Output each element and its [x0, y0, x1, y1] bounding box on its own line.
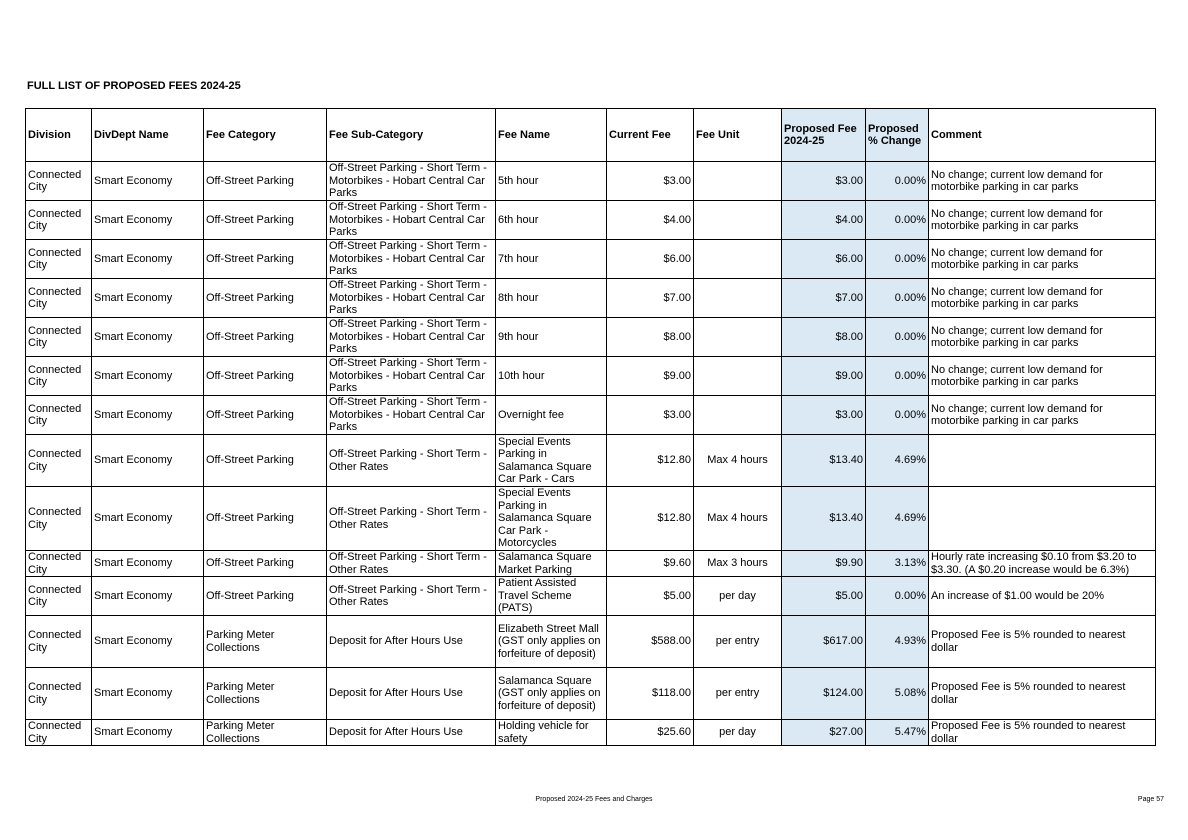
table-body — [26, 162, 1156, 746]
fee-name-cell: 8th hour — [496, 279, 607, 318]
fee-subcategory-cell: Off-Street Parking - Short Term - Other Rates — [327, 487, 496, 551]
divdept-cell: Smart Economy — [92, 162, 204, 201]
proposed-fee-cell: $8.00 — [782, 318, 866, 357]
current-fee-cell: $588.00 — [607, 616, 694, 668]
fee-subcategory-cell: Deposit for After Hours Use — [327, 616, 496, 668]
proposed-change-cell: 0.00% — [866, 201, 929, 240]
fee-category-cell: Off-Street Parking — [204, 240, 327, 279]
division-cell: Connected City — [26, 240, 92, 279]
current-fee-cell: $3.00 — [607, 396, 694, 435]
current-fee-cell: $4.00 — [607, 201, 694, 240]
footer-page-number: Page 57 — [1137, 796, 1164, 803]
table-row — [26, 668, 1156, 720]
proposed-fee-cell: $9.90 — [782, 551, 866, 577]
table-row — [26, 616, 1156, 668]
fee-unit-cell: per entry — [694, 668, 782, 720]
proposed-fee-cell: $124.00 — [782, 668, 866, 720]
current-fee-cell: $8.00 — [607, 318, 694, 357]
division-cell: Connected City — [26, 435, 92, 487]
fee-name-cell: Special Events Parking in Salamanca Square Car Park - Cars — [496, 435, 607, 487]
fee-subcategory-cell: Off-Street Parking - Short Term - Motorbikes - Hobart Central Car Parks — [327, 396, 496, 435]
proposed-change-cell: 0.00% — [866, 396, 929, 435]
current-fee-cell: $12.80 — [607, 487, 694, 551]
proposed-change-cell: 0.00% — [866, 279, 929, 318]
comment-cell: Proposed Fee is 5% rounded to nearest dollar — [929, 616, 1156, 668]
current-fee-cell: $7.00 — [607, 279, 694, 318]
fee-subcategory-cell: Off-Street Parking - Short Term - Motorbikes - Hobart Central Car Parks — [327, 279, 496, 318]
table-row — [26, 577, 1156, 616]
fee-subcategory-cell: Deposit for After Hours Use — [327, 720, 496, 746]
comment-cell: No change; current low demand for motorbike parking in car parks — [929, 318, 1156, 357]
fee-category-cell: Off-Street Parking — [204, 201, 327, 240]
fee-name-cell: Overnight fee — [496, 396, 607, 435]
comment-cell: Proposed Fee is 5% rounded to nearest dollar — [929, 720, 1156, 746]
fee-category-cell: Off-Street Parking — [204, 318, 327, 357]
fee-category-cell: Parking Meter Collections — [204, 720, 327, 746]
table-row — [26, 396, 1156, 435]
fee-name-cell: 10th hour — [496, 357, 607, 396]
table-row — [26, 720, 1156, 746]
table-row — [26, 279, 1156, 318]
fee-subcategory-cell: Off-Street Parking - Short Term - Motorbikes - Hobart Central Car Parks — [327, 162, 496, 201]
current-fee-cell: $25.60 — [607, 720, 694, 746]
proposed-change-cell: 0.00% — [866, 240, 929, 279]
fee-subcategory-cell: Off-Street Parking - Short Term - Other Rates — [327, 551, 496, 577]
proposed-fee-cell: $13.40 — [782, 487, 866, 551]
fee-category-cell: Off-Street Parking — [204, 279, 327, 318]
table-row — [26, 551, 1156, 577]
proposed-change-cell: 0.00% — [866, 357, 929, 396]
table-row — [26, 201, 1156, 240]
division-cell: Connected City — [26, 616, 92, 668]
divdept-cell: Smart Economy — [92, 577, 204, 616]
comment-cell: No change; current low demand for motorbike parking in car parks — [929, 357, 1156, 396]
page-title: FULL LIST OF PROPOSED FEES 2024-25 — [27, 80, 241, 92]
proposed-fee-cell: $7.00 — [782, 279, 866, 318]
fee-unit-cell — [694, 162, 782, 201]
fee-subcategory-cell: Off-Street Parking - Short Term - Other Rates — [327, 435, 496, 487]
table-row — [26, 240, 1156, 279]
divdept-cell: Smart Economy — [92, 551, 204, 577]
fee-unit-cell: Max 4 hours — [694, 435, 782, 487]
comment-cell: No change; current low demand for motorbike parking in car parks — [929, 201, 1156, 240]
fee-category-cell: Off-Street Parking — [204, 162, 327, 201]
table-row — [26, 357, 1156, 396]
proposed-fee-cell: $5.00 — [782, 577, 866, 616]
fee-unit-cell — [694, 318, 782, 357]
fee-category-cell: Parking Meter Collections — [204, 616, 327, 668]
division-cell: Connected City — [26, 577, 92, 616]
table-row — [26, 435, 1156, 487]
division-cell: Connected City — [26, 396, 92, 435]
proposed-change-cell: 5.47% — [866, 720, 929, 746]
division-cell: Connected City — [26, 668, 92, 720]
current-fee-cell: $5.00 — [607, 577, 694, 616]
fee-name-cell: Elizabeth Street Mall (GST only applies on forfeiture of deposit) — [496, 616, 607, 668]
divdept-cell: Smart Economy — [92, 487, 204, 551]
comment-cell — [929, 435, 1156, 487]
fee-category-cell: Off-Street Parking — [204, 357, 327, 396]
fee-category-cell: Off-Street Parking — [204, 396, 327, 435]
comment-cell: No change; current low demand for motorbike parking in car parks — [929, 240, 1156, 279]
division-cell: Connected City — [26, 201, 92, 240]
fee-name-cell: 5th hour — [496, 162, 607, 201]
fee-subcategory-cell: Deposit for After Hours Use — [327, 668, 496, 720]
fee-category-cell: Parking Meter Collections — [204, 668, 327, 720]
header-subcategory: Fee Sub-Category — [327, 109, 496, 162]
proposed-fee-cell: $4.00 — [782, 201, 866, 240]
fee-name-cell: Patient Assisted Travel Scheme (PATS) — [496, 577, 607, 616]
fee-unit-cell: per day — [694, 577, 782, 616]
fee-unit-cell — [694, 201, 782, 240]
division-cell: Connected City — [26, 279, 92, 318]
fee-category-cell: Off-Street Parking — [204, 551, 327, 577]
current-fee-cell: $9.00 — [607, 357, 694, 396]
fee-category-cell: Off-Street Parking — [204, 435, 327, 487]
table-row — [26, 487, 1156, 551]
fee-subcategory-cell: Off-Street Parking - Short Term - Motorbikes - Hobart Central Car Parks — [327, 357, 496, 396]
comment-cell — [929, 487, 1156, 551]
divdept-cell: Smart Economy — [92, 201, 204, 240]
header-fee-unit: Fee Unit — [694, 109, 782, 162]
header-divdept: DivDept Name — [92, 109, 204, 162]
divdept-cell: Smart Economy — [92, 279, 204, 318]
proposed-fee-cell: $3.00 — [782, 396, 866, 435]
header-proposed-fee: Proposed Fee 2024-25 — [782, 109, 866, 162]
proposed-fee-cell: $6.00 — [782, 240, 866, 279]
fee-category-cell: Off-Street Parking — [204, 577, 327, 616]
fee-name-cell: Special Events Parking in Salamanca Square Car Park - Motorcycles — [496, 487, 607, 551]
fee-subcategory-cell: Off-Street Parking - Short Term - Other Rates — [327, 577, 496, 616]
current-fee-cell: $9.60 — [607, 551, 694, 577]
current-fee-cell: $118.00 — [607, 668, 694, 720]
comment-cell: No change; current low demand for motorbike parking in car parks — [929, 162, 1156, 201]
proposed-fee-cell: $617.00 — [782, 616, 866, 668]
header-current-fee: Current Fee — [607, 109, 694, 162]
proposed-change-cell: 5.08% — [866, 668, 929, 720]
proposed-fee-cell: $13.40 — [782, 435, 866, 487]
division-cell: Connected City — [26, 318, 92, 357]
proposed-change-cell: 0.00% — [866, 162, 929, 201]
fee-category-cell: Off-Street Parking — [204, 487, 327, 551]
fee-subcategory-cell: Off-Street Parking - Short Term - Motorbikes - Hobart Central Car Parks — [327, 201, 496, 240]
header-category: Fee Category — [204, 109, 327, 162]
divdept-cell: Smart Economy — [92, 240, 204, 279]
proposed-change-cell: 4.69% — [866, 487, 929, 551]
fee-unit-cell: per entry — [694, 616, 782, 668]
header-fee-name: Fee Name — [496, 109, 607, 162]
comment-cell: No change; current low demand for motorbike parking in car parks — [929, 396, 1156, 435]
fee-unit-cell: Max 3 hours — [694, 551, 782, 577]
division-cell: Connected City — [26, 551, 92, 577]
divdept-cell: Smart Economy — [92, 396, 204, 435]
fee-name-cell: 6th hour — [496, 201, 607, 240]
divdept-cell: Smart Economy — [92, 720, 204, 746]
division-cell: Connected City — [26, 487, 92, 551]
fee-subcategory-cell: Off-Street Parking - Short Term - Motorbikes - Hobart Central Car Parks — [327, 240, 496, 279]
fee-unit-cell — [694, 279, 782, 318]
fee-unit-cell: per day — [694, 720, 782, 746]
footer-document-name: Proposed 2024-25 Fees and Charges — [535, 796, 653, 803]
comment-cell: No change; current low demand for motorbike parking in car parks — [929, 279, 1156, 318]
comment-cell: An increase of $1.00 would be 20% — [929, 577, 1156, 616]
current-fee-cell: $12.80 — [607, 435, 694, 487]
proposed-change-cell: 4.69% — [866, 435, 929, 487]
fee-subcategory-cell: Off-Street Parking - Short Term - Motorbikes - Hobart Central Car Parks — [327, 318, 496, 357]
division-cell: Connected City — [26, 357, 92, 396]
divdept-cell: Smart Economy — [92, 668, 204, 720]
proposed-change-cell: 0.00% — [866, 318, 929, 357]
header-proposed-change: Proposed % Change — [866, 109, 929, 162]
comment-cell: Proposed Fee is 5% rounded to nearest dollar — [929, 668, 1156, 720]
table-header-row — [26, 109, 1156, 162]
current-fee-cell: $6.00 — [607, 240, 694, 279]
fee-name-cell: Salamanca Square Market Parking — [496, 551, 607, 577]
header-division: Division — [26, 109, 92, 162]
fee-unit-cell — [694, 396, 782, 435]
fee-unit-cell — [694, 357, 782, 396]
fee-name-cell: Holding vehicle for safety — [496, 720, 607, 746]
fee-name-cell: 7th hour — [496, 240, 607, 279]
comment-cell: Hourly rate increasing $0.10 from $3.20 to $3.30. (A $0.20 increase would be 6.3%) — [929, 551, 1156, 577]
proposed-fee-cell: $27.00 — [782, 720, 866, 746]
table-row — [26, 318, 1156, 357]
current-fee-cell: $3.00 — [607, 162, 694, 201]
proposed-change-cell: 3.13% — [866, 551, 929, 577]
divdept-cell: Smart Economy — [92, 435, 204, 487]
division-cell: Connected City — [26, 162, 92, 201]
fee-unit-cell: Max 4 hours — [694, 487, 782, 551]
proposed-change-cell: 4.93% — [866, 616, 929, 668]
divdept-cell: Smart Economy — [92, 318, 204, 357]
divdept-cell: Smart Economy — [92, 616, 204, 668]
division-cell: Connected City — [26, 720, 92, 746]
divdept-cell: Smart Economy — [92, 357, 204, 396]
header-comment: Comment — [929, 109, 1156, 162]
fee-name-cell: 9th hour — [496, 318, 607, 357]
fees-table — [25, 108, 1156, 746]
proposed-fee-cell: $9.00 — [782, 357, 866, 396]
proposed-change-cell: 0.00% — [866, 577, 929, 616]
fee-unit-cell — [694, 240, 782, 279]
fee-name-cell: Salamanca Square (GST only applies on forfeiture of deposit) — [496, 668, 607, 720]
proposed-fee-cell: $3.00 — [782, 162, 866, 201]
table-row — [26, 162, 1156, 201]
